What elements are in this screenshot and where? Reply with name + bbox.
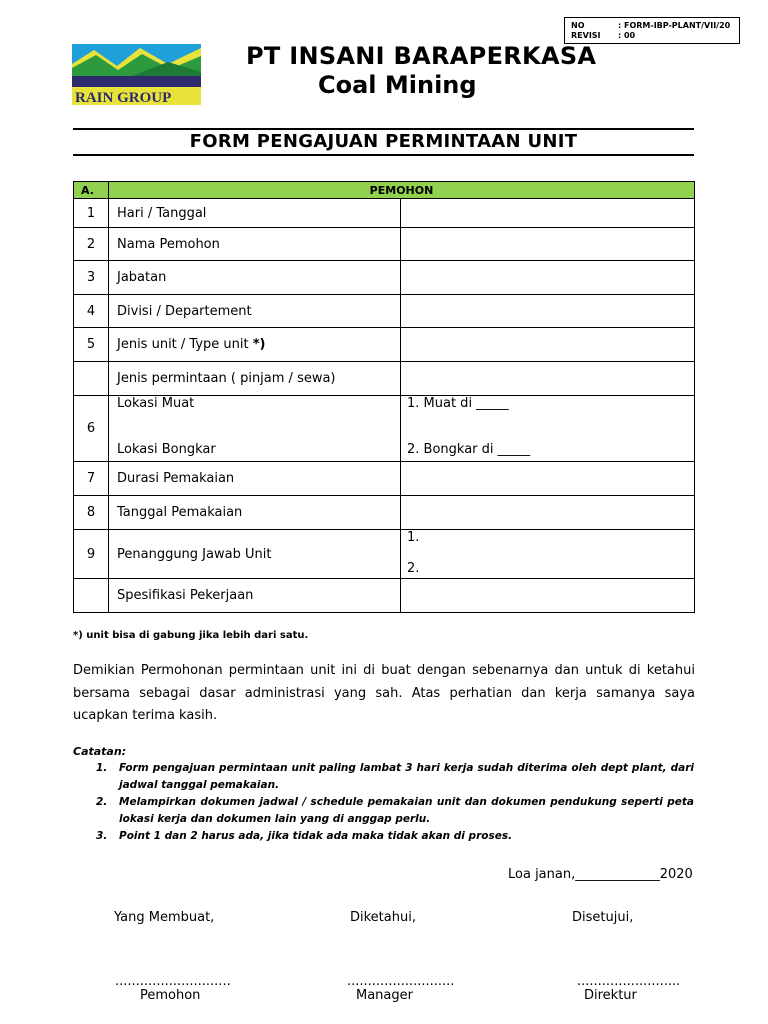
form-title: FORM PENGAJUAN PERMINTAAN UNIT (189, 131, 578, 152)
table-row (74, 261, 695, 295)
notes-list (96, 760, 694, 845)
table-row (74, 295, 695, 328)
row-number: 3 (74, 261, 109, 295)
signature-approved-by-label: Disetujui, (572, 910, 634, 925)
footnote: *) unit bisa di gabung jika lebih dari satu. (73, 630, 309, 641)
row-label: Nama Pemohon (109, 228, 401, 261)
row-value-1[interactable]: 1. (407, 530, 420, 545)
row-label-text: Jenis unit / Type unit (117, 337, 253, 352)
row-value[interactable] (401, 579, 695, 613)
row-label: Jabatan (109, 261, 401, 295)
row-label: Divisi / Departement (109, 295, 401, 328)
row-number: 1 (74, 199, 109, 228)
row-label-mark: *) (252, 337, 266, 352)
closing-paragraph: Demikian Permohonan permintaan unit ini di buat dengan sebenarnya dan untuk di ketahui bersama sebagai dasar administrasi yang sah. Atas perhatian dan kerja samanya saya ucapkan terima kasih. (73, 663, 695, 723)
row-value[interactable] (401, 261, 695, 295)
signature-line-3: ......................... (577, 974, 681, 989)
section-letter: A. (74, 182, 109, 199)
row-number: 6 (74, 396, 109, 462)
row-value[interactable] (401, 295, 695, 328)
row-number: 5 (74, 328, 109, 362)
section-title: PEMOHON (109, 182, 695, 199)
row-value[interactable] (401, 328, 695, 362)
row-number: 7 (74, 462, 109, 496)
list-item (96, 828, 694, 845)
row-value-muat[interactable]: 1. Muat di _____ (407, 396, 509, 411)
table-row (74, 362, 695, 396)
row-value-bongkar[interactable]: 2. Bongkar di _____ (407, 442, 531, 457)
row-label-bongkar: Lokasi Bongkar (117, 442, 216, 457)
row-value-2[interactable]: 2. (407, 561, 420, 576)
row-label (109, 328, 401, 362)
table-row (74, 199, 695, 228)
row-number: 4 (74, 295, 109, 328)
row-value[interactable] (401, 362, 695, 396)
row-value (401, 530, 695, 579)
table-row (74, 579, 695, 613)
row-number (74, 579, 109, 613)
table-row (74, 328, 695, 362)
signature-made-by-label: Yang Membuat, (114, 910, 215, 925)
table-row (74, 228, 695, 261)
list-item-text: Point 1 dan 2 harus ada, jika tidak ada maka tidak akan di proses. (119, 830, 513, 842)
company-name: PT INSANI BARAPERKASA (246, 42, 597, 70)
table-row (74, 530, 695, 579)
row-number: 8 (74, 496, 109, 530)
signature-role-manager: Manager (356, 988, 413, 1003)
title-rule-bottom (73, 154, 694, 156)
request-table (73, 181, 695, 613)
list-item-number: 3. (96, 830, 108, 842)
row-label: Spesifikasi Pekerjaan (109, 579, 401, 613)
doc-no-value: : FORM-IBP-PLANT/VII/20 (618, 21, 731, 30)
row-number: 9 (74, 530, 109, 579)
table-row (74, 462, 695, 496)
signature-line-1: ............................ (115, 974, 231, 989)
row-label-muat: Lokasi Muat (117, 396, 195, 411)
signature-role-direktur: Direktur (584, 988, 637, 1003)
company-logo (72, 44, 201, 105)
row-value[interactable] (401, 496, 695, 530)
place-date: Loa janan,_____________2020 (508, 867, 693, 882)
row-value[interactable] (401, 228, 695, 261)
doc-revisi-value: : 00 (618, 31, 636, 40)
row-label: Durasi Pemakaian (109, 462, 401, 496)
row-value[interactable] (401, 462, 695, 496)
doc-revisi-label: REVISI (571, 31, 601, 40)
row-label (109, 396, 401, 462)
row-label: Hari / Tanggal (109, 199, 401, 228)
row-value (401, 396, 695, 462)
signature-line-2: .......................... (347, 974, 455, 989)
row-label: Tanggal Pemakaian (109, 496, 401, 530)
logo-text: RAIN GROUP (75, 90, 172, 105)
company-subtitle: Coal Mining (318, 71, 477, 99)
table-row (74, 396, 695, 462)
list-item-number: 2. (96, 796, 108, 808)
row-number (74, 362, 109, 396)
row-number: 2 (74, 228, 109, 261)
document-number-box (564, 17, 740, 44)
notes-title: Catatan: (73, 745, 127, 758)
doc-no-label: NO (571, 21, 585, 30)
signature-role-pemohon: Pemohon (140, 988, 201, 1003)
row-value[interactable] (401, 199, 695, 228)
signature-known-by-label: Diketahui, (350, 910, 416, 925)
section-header-row (74, 182, 695, 199)
list-item-text: Melampirkan dokumen jadwal / schedule pemakaian unit dan dokumen pendukung seperti peta lokasi kerja dan dokumen lain yang di anggap perlu. (119, 796, 694, 825)
row-label: Penanggung Jawab Unit (109, 530, 401, 579)
title-rule-top (73, 128, 694, 130)
row-label: Jenis permintaan ( pinjam / sewa) (109, 362, 401, 396)
list-item-text: Form pengajuan permintaan unit paling lambat 3 hari kerja sudah diterima oleh dept plant, dari jadwal tanggal pemakaian. (119, 762, 694, 791)
list-item (96, 760, 694, 794)
list-item-number: 1. (96, 762, 108, 774)
table-row (74, 496, 695, 530)
list-item (96, 794, 694, 828)
